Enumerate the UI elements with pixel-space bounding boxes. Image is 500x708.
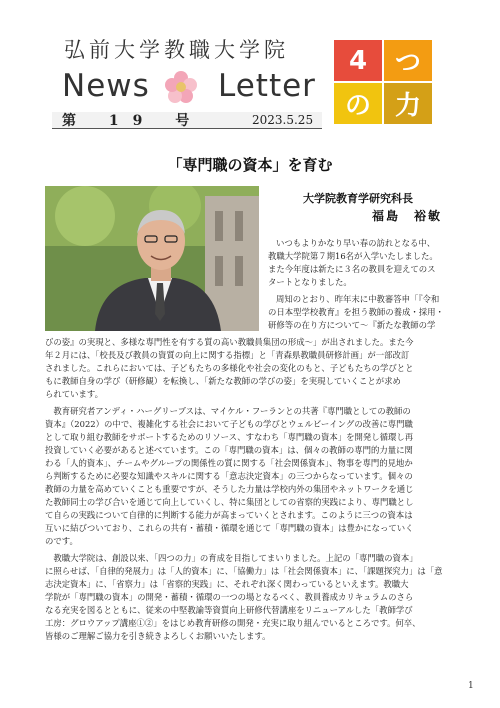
body-line: 学院が「専門職の資本」の開発・蓄積・循環の一つの場となるべく、教員養成カリキュラムのさら	[45, 592, 414, 602]
body-line: のです。	[45, 536, 78, 546]
issue-date: 2023.5.25	[252, 113, 314, 127]
body-line: されました。これらにおいては、子どもたちの多様化や社会の変化のもと、子どもたちの学びとと	[45, 363, 414, 373]
author-affiliation: 大学院教育学研究科長	[303, 192, 413, 205]
tile-4: 力	[384, 83, 432, 124]
university-name: 弘前大学教職大学院	[64, 38, 289, 62]
body-line: わる「人的資本」、チームやグループの関係性の質に関する「社会関係資本」、物事を専門的見地か	[45, 458, 413, 468]
issue-number: 第 19 号	[62, 113, 204, 129]
body-line: 年２月には、「校長及び教員の資質の向上に関する指標」と「青森県教職員研修計画」が一部改訂	[45, 350, 410, 360]
body-line: 教職大学院第７期16名が入学いたしました。	[268, 251, 438, 261]
body-line: 教育研究者アンディ・ハーグリーブスは、マイケル・フーランとの共著『専門職としての教師の	[45, 406, 411, 416]
page-number: 1	[468, 681, 474, 691]
author-name: 福島 裕敏	[372, 209, 443, 223]
newsletter-header	[46, 26, 456, 132]
body-line: 互いに結びついており、これらの共有・蓄積・循環を通じて「専門職の資本」は豊かになっていく	[45, 523, 414, 533]
body-line: 教職大学院は、創設以来、「四つの力」の育成を目指してまいりました。上記の「専門職の資本」	[45, 553, 418, 563]
title-letter: Letter	[218, 68, 316, 104]
issue-bar	[52, 112, 322, 129]
body-line: 工房：グロウアップ講座①②」をはじめ教育研修の開発・充実に取り組んでいるところです。何卒、	[45, 618, 421, 628]
tile-2: つ	[384, 40, 432, 81]
body-line: て自らの実践について自律的に判断する能力が高まっていくとされます。このように三つの資本は	[45, 510, 413, 520]
body-line: の日本型学校教育』を担う教師の養成・採用・	[268, 307, 444, 317]
body-line: なる充実を図るとともに、従来の中堅教諭等資質向上研修代替講座をリニューアルした「教師学び	[45, 605, 413, 615]
body-line: として取り組む教師をサポートするためのリソース、すなわち「専門職の資本」を開発し循環し再	[45, 432, 414, 442]
tile-3: の	[334, 83, 382, 124]
tile-1: 4	[334, 40, 382, 81]
flower-logo-icon	[164, 70, 198, 104]
body-line: 投資していく必要があると述べています。この「専門職の資本」は、個々の教師の専門的力量に関	[45, 445, 413, 455]
author-photo	[45, 186, 259, 331]
article-title: 「専門職の資本」を育む	[167, 156, 333, 174]
body-line: タートとなりました。	[268, 277, 352, 287]
body-line: た教師同士の学び合いを通じて向上していくし、特に集団としての省察的実践により、専門職とし	[45, 497, 414, 507]
body-line: 研修等の在り方について～『新たな教師の学	[268, 320, 436, 330]
body-line: 皆様のご理解ご協力を引き続きよろしくお願いいたします。	[45, 631, 271, 641]
body-line: また今年度は新たに３名の教員を迎えてのス	[268, 264, 436, 274]
body-line: られています。	[45, 389, 103, 399]
body-line: 資本』（2022）の中で、複雑化する社会において子どもの学びとウェルビーイングの改善に専門職	[45, 419, 413, 429]
body-line: ら判断するために必要な知識やスキルに関する「意志決定資本」の三つからなっています。個々の	[45, 471, 413, 481]
body-line: いつもよりかなり早い春の訪れとなる中、	[276, 238, 436, 248]
body-line: 周知のとおり、昨年末に中教審答申「『令和	[276, 294, 440, 304]
body-line: 志決定資本」に、「省察力」は「省察的実践」に、それぞれ深く関わっているといえます。教職大	[45, 579, 409, 589]
body-line: に照らせば、「自律的発展力」は「人的資本」に、「協働力」は「社会関係資本」に、「課題探究力」は「意	[45, 566, 443, 576]
body-line: もに教師自身の学び（研修観）を転換し、「新たな教師の学びの姿」を実現していくことが求め	[45, 376, 401, 386]
title-news: News	[62, 68, 150, 104]
body-line: びの姿』の実現と、多様な専門性を有する質の高い教職員集団の形成～」が出されました。また今	[45, 337, 414, 347]
four-powers-logo	[334, 40, 436, 126]
body-line: 教師の力量を高めていくことも重要ですが、そうした力量は学校内外の集団やネットワークを通じ	[45, 484, 414, 494]
